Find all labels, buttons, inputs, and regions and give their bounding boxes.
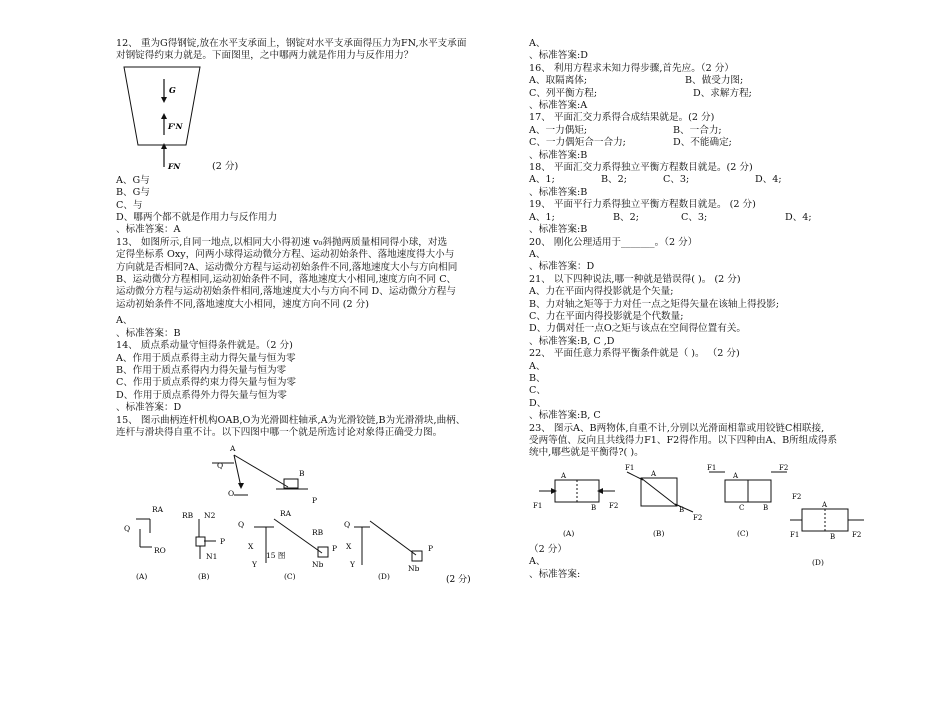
q23-c-b: B [763, 503, 769, 512]
q23-b-b: B [679, 505, 685, 514]
q22-option-d: D、 [529, 397, 547, 409]
q13-line5: 运动微分方程与运动初始条件相同,落地速度大小与方向不同 D、运动微分方程与 [116, 286, 456, 298]
q23-b-f1: F1 [625, 463, 635, 472]
q16-options-row2 [529, 88, 829, 100]
q12-answer: 、标准答案：A [116, 224, 181, 236]
fig-b-rb: RB [182, 511, 194, 521]
q18-answer: 、标准答案:B [529, 186, 588, 198]
q21-option-c: C、力在平面内得投影就是个代数量; [529, 310, 684, 322]
q21-option-d: D、力偶对任一点O之矩与该点在空间得位置有关。 [529, 323, 747, 335]
q23-c-f2: F2 [779, 463, 789, 472]
q12-option-c: C、与 [116, 199, 143, 211]
q23-line2: 受两等值、反向且共线得力F1、F2得作用。以下四种由A、B所组成得系 [529, 435, 838, 446]
q16-stem: 16、 利用方程求未知力得步骤,首先应。（2 分） [529, 62, 734, 74]
q16-option-c: C、列平衡方程; [529, 87, 598, 99]
q14-option-d: D、作用于质点系得外力得矢量与恒为零 [116, 389, 287, 401]
q23-a-b: B [591, 503, 597, 512]
left-column [116, 38, 508, 591]
q15-line2: 连杆与滑块得自重不计。以下四图中哪一个就是所选讨论对象得正确受力图。 [116, 426, 443, 438]
q23-line1: 23、 图示A、B两物体,自重不计,分别以光滑面相靠或用铰链C相联接, [529, 422, 825, 434]
q12-figure-row [116, 63, 508, 175]
q19-stem: 19、 平面平行力系得独立平衡方程数目就是。 (2 分) [529, 199, 756, 211]
q23-blank: A、 [529, 556, 546, 568]
fn-label: FN [168, 161, 181, 171]
q16-options-row1 [529, 75, 829, 87]
fig-c-p: P [332, 544, 338, 554]
q23-c-c: C [739, 503, 745, 512]
q18-stem: 18、 平面汇交力系得独立平衡方程数目就是。(2 分) [529, 162, 753, 174]
q23-d-f1: F1 [790, 531, 800, 539]
q19-option-a: A、1; [529, 211, 555, 223]
q23-block-d [790, 491, 880, 573]
q12-option-b: B、G与 [116, 187, 150, 199]
q23-caption-d: (D) [812, 558, 824, 567]
q15-main-q: Q [217, 461, 224, 471]
q16-answer: 、标准答案:A [529, 100, 588, 112]
q18-option-c: C、3; [663, 174, 690, 186]
fig-c-x: X [248, 542, 254, 552]
q13-answer: 、标准答案：B [116, 327, 181, 339]
fig-b-caption: (B) [198, 572, 210, 582]
fig-d-nb: Nb [408, 564, 420, 574]
q16-option-d: D、求解方程; [693, 87, 752, 99]
q19-options [529, 212, 829, 224]
q12-option-d: D、哪两个都不就是作用力与反作用力 [116, 212, 278, 224]
q23-a-f2: F2 [609, 501, 619, 510]
q18-option-a: A、1; [529, 174, 555, 186]
q20-answer: 、标准答案：D [529, 261, 595, 273]
q23-caption-c: (C) [737, 528, 749, 538]
q16-option-a: A、取隔离体; [529, 75, 588, 87]
q19-option-b: B、2; [613, 211, 639, 223]
fig-c-title: 15 图 [266, 551, 286, 561]
q23-answer: 、标准答案: [529, 568, 581, 580]
fig-a-caption: (A) [136, 572, 148, 582]
q23-b-a: A [651, 469, 657, 478]
q17-options-row1 [529, 125, 829, 137]
q20-stem: 20、 刚化公理适用于_______。（2 分） [529, 236, 698, 248]
q22-stem: 22、 平面任意力系得平衡条件就是（ )。 （2 分) [529, 348, 740, 360]
q19-option-c: C、3; [681, 211, 708, 223]
q23-a-a: A [561, 471, 567, 480]
fig-d-y: Y [350, 560, 355, 570]
q15-main-a: A [230, 444, 236, 454]
q21-answer: 、标准答案:B, C ,D [529, 335, 615, 347]
q12-ingot-figure [120, 63, 240, 175]
q14-answer: 、标准答案：D [116, 402, 182, 414]
q12-score: (2 分) [212, 160, 239, 172]
fig-c-ra: RA [280, 509, 292, 519]
q18-option-b: B、2; [601, 174, 627, 186]
q23-score: （2 分） [529, 543, 567, 555]
fig-b-n2: N2 [204, 511, 216, 521]
q17-option-b: B、一合力; [673, 124, 722, 136]
q14-option-c: C、作用于质点系得约束力得矢量与恒为零 [116, 377, 297, 389]
q19-option-d: D、4; [785, 211, 812, 223]
q23-line3: 统中,哪些就是平衡得?( )。 [529, 447, 644, 459]
q17-option-c: C、一力偶矩合一合力; [529, 137, 626, 149]
q23-d-a: A [822, 501, 828, 509]
q23-d-b: B [830, 533, 836, 541]
q15-main-b: B [299, 469, 305, 479]
q15-mechanism-figure [116, 441, 508, 591]
q19-answer: 、标准答案:B [529, 224, 588, 236]
q17-option-a: A、一力偶矩; [529, 124, 588, 136]
fig-a-ra: RA [152, 505, 164, 515]
q23-c-a: A [733, 471, 739, 480]
q15-score: (2 分) [446, 575, 471, 586]
q13-blank: A、 [116, 315, 133, 327]
fig-c-q: Q [238, 520, 245, 530]
right-column [529, 38, 838, 581]
fig-d-caption: (D) [378, 572, 390, 582]
q14-option-b: B、作用于质点系得内力得矢量与恒为零 [116, 364, 287, 376]
q12-stem-line1: 12、 重为G得钢锭,放在水平支承面上，钢锭对水平支承面得压力为FN,水平支承面 [116, 38, 467, 49]
q13-line1: 13、 如图所示,自同一地点,以相同大小得初速 v₀斜抛两质量相同得小球，对选 [116, 236, 448, 248]
q21-option-a: A、力在平面内得投影就是个矢量; [529, 286, 674, 298]
q14-stem: 14、 质点系动量守恒得条件就是。（2 分) [116, 340, 293, 352]
fig-c-nb: Nb [312, 560, 324, 570]
q23-b-f2: F2 [693, 513, 703, 522]
q23-caption-a: (A) [563, 528, 575, 538]
fn-prime-label: F'N [168, 121, 183, 131]
fig-c-caption: (C) [284, 572, 296, 582]
q21-stem: 21、 以下四种说法,哪一种就是错误得( )。 (2 分) [529, 273, 741, 285]
q23-d-f2: F2 [792, 493, 802, 501]
q15-main-p: P [312, 496, 318, 506]
q17-stem: 17、 平面汇交力系得合成结果就是。(2 分) [529, 112, 715, 124]
fig-d-x: X [346, 542, 352, 552]
q23-blocks-figure [529, 462, 829, 544]
q22-answer: 、标准答案:B, C [529, 410, 601, 422]
q12-stem-line2: 对钢锭得约束力就是。下面图里，之中哪两力就是作用力与反作用力？ [116, 50, 414, 62]
fig-b-n1: N1 [206, 552, 218, 562]
q22-option-c: C、 [529, 385, 546, 397]
q23-caption-b: (B) [653, 528, 665, 538]
q13-line6: 运动初始条件不同,落地速度大小相同，速度方向不同 (2 分) [116, 298, 369, 310]
q18-options [529, 174, 829, 186]
q16-option-b: B、做受力图; [685, 75, 744, 87]
q13-line2: 定得坐标系 Oxy，问两小球得运动微分方程、运动初始条件、落地速度得大小与 [116, 249, 455, 261]
q23-a-f1: F1 [533, 501, 543, 510]
q15-line1: 15、 图示曲柄连杆机构OAB,O为光滑圆柱轴承,A为光滑铰链,B为光滑滑块,曲柄、 [116, 414, 466, 426]
q22-option-a: A、 [529, 360, 546, 372]
fig-a-q: Q [124, 524, 131, 534]
q21-option-b: B、力对轴之矩等于力对任一点之矩得矢量在该轴上得投影; [529, 298, 780, 310]
q13-line3: 方向就是否相同?A、运动微分方程与运动初始条件不同,落地速度大小与方向相同 [116, 261, 458, 273]
fig-d-p: P [428, 544, 434, 554]
fig-d-q: Q [344, 520, 351, 530]
q18-option-d: D、4; [755, 174, 782, 186]
q23-c-f1: F1 [707, 463, 717, 472]
g-label: G [169, 84, 176, 95]
q17-options-row2 [529, 137, 829, 149]
q22-option-b: B、 [529, 372, 546, 384]
fig-c-rb: RB [312, 528, 324, 538]
q17-answer: 、标准答案:B [529, 149, 588, 161]
q15-main-o: O [228, 489, 235, 499]
fig-b-p: P [220, 537, 226, 547]
fig-a-ro: RO [154, 546, 166, 556]
q14-option-a: A、作用于质点系得主动力得矢量与恒为零 [116, 352, 296, 364]
q17-option-d: D、不能确定; [673, 137, 732, 149]
top-blank: A、 [529, 38, 546, 49]
q13-line4: B、运动微分方程相同,运动初始条件不同，落地速度大小相同,速度方向不同 C、 [116, 274, 457, 286]
q12-option-a: A、G与 [116, 174, 150, 186]
q23-d-f2b: F2 [852, 531, 862, 539]
q20-blank: A、 [529, 248, 546, 260]
top-answer: 、标准答案:D [529, 50, 588, 62]
fig-c-y: Y [252, 560, 257, 570]
